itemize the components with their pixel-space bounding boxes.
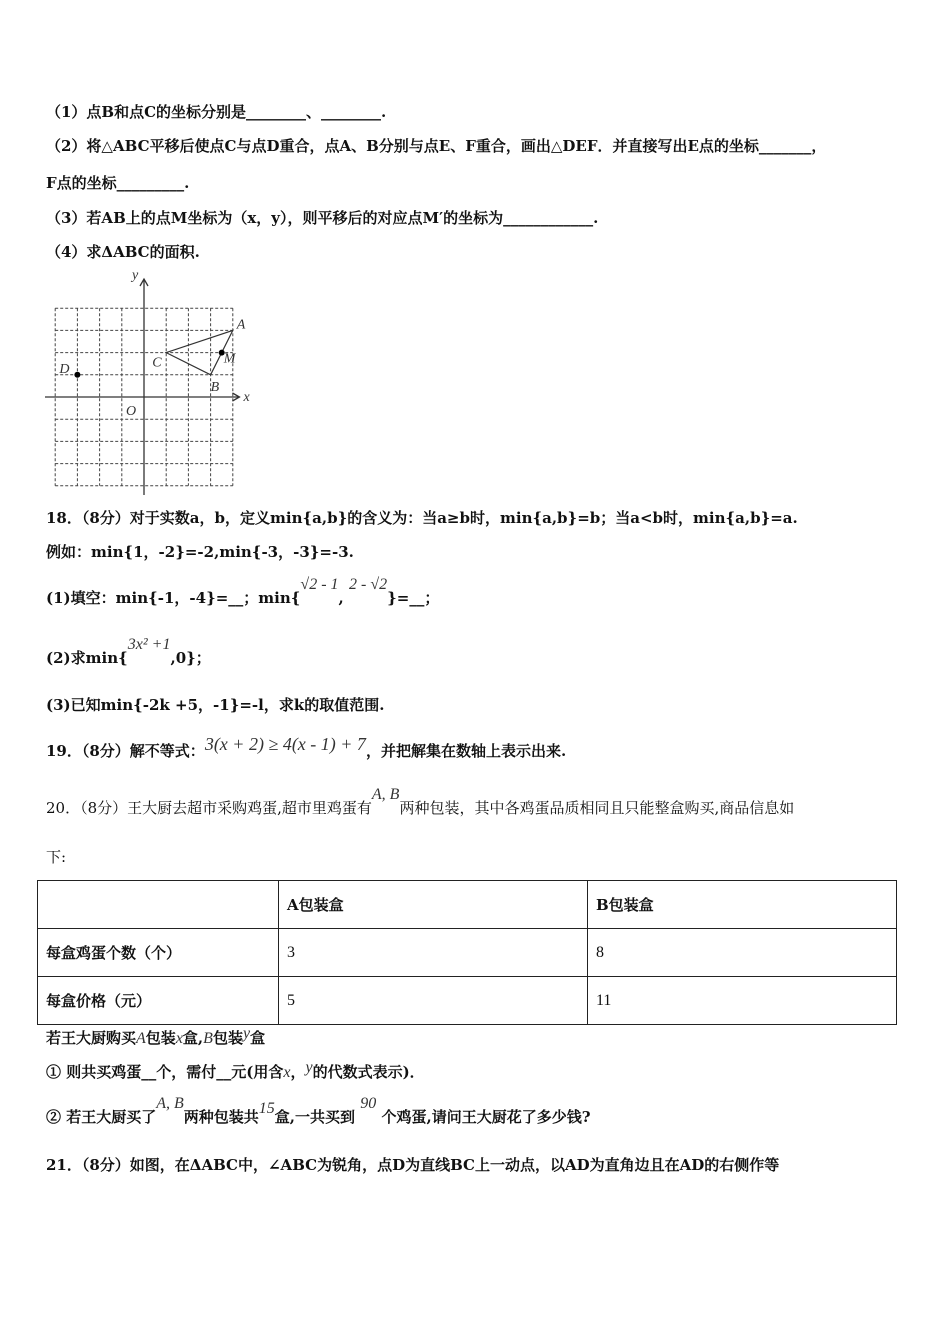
table-row bbox=[38, 929, 897, 977]
text: 19．（8分）解不等式： bbox=[46, 742, 205, 760]
product-table bbox=[37, 880, 897, 1025]
text: ，并把解集在数轴上表示出来. bbox=[365, 742, 567, 760]
text: (1)填空：min{-1，-4}=__；min{ bbox=[46, 589, 301, 607]
text: 包装 bbox=[212, 1029, 243, 1047]
text: 盒,一共买到 bbox=[274, 1108, 356, 1126]
table-cell: 8 bbox=[588, 929, 897, 977]
table-cell bbox=[38, 881, 279, 929]
label-m: M bbox=[223, 351, 236, 367]
text: }=__； bbox=[387, 589, 440, 607]
q19 bbox=[46, 734, 567, 761]
point-d bbox=[74, 372, 80, 378]
text: 个鸡蛋,请问王大厨花了多少钱? bbox=[381, 1108, 591, 1126]
label-x: x bbox=[243, 390, 250, 405]
q17-part2-cont: F点的坐标_________. bbox=[46, 174, 190, 192]
text: 包装 bbox=[145, 1029, 176, 1047]
math: A, B bbox=[371, 786, 400, 803]
math: 3(x + 2) ≥ 4(x - 1) + 7 bbox=[204, 734, 366, 754]
label-b: B bbox=[210, 379, 220, 395]
q18-part3: (3)已知min{-2k +5，-1}=-l，求k的取值范围. bbox=[46, 696, 385, 714]
q17-part2: （2）将△ABC平移后使点C与点D重合，点A、B分别与点E、F重合，画出△DEF．并直接写出E点的坐标_______， bbox=[46, 137, 827, 155]
table-cell: 11 bbox=[588, 977, 897, 1025]
text: (2)求min{ bbox=[46, 649, 128, 667]
q17-part4: （4）求ΔABC的面积. bbox=[46, 243, 200, 261]
q20-part2 bbox=[46, 1095, 591, 1128]
q17-part1: （1）点B和点C的坐标分别是________、________. bbox=[46, 103, 387, 121]
text: 两种包装，其中各鸡蛋品质相同且只能整盒购买,商品信息如 bbox=[399, 799, 795, 817]
math: A bbox=[136, 1030, 146, 1047]
math: B bbox=[203, 1030, 213, 1047]
text: 20．（8分）王大厨去超市采购鸡蛋,超市里鸡蛋有 bbox=[46, 799, 372, 817]
table-header-row bbox=[38, 881, 897, 929]
text: 的代数式表示)． bbox=[312, 1063, 425, 1081]
table-cell: 5 bbox=[279, 977, 588, 1025]
math: 90 bbox=[360, 1095, 377, 1112]
table-row bbox=[38, 977, 897, 1025]
text: ， bbox=[290, 1063, 306, 1081]
q20-stem-cont: 下: bbox=[46, 848, 67, 866]
text: , bbox=[338, 589, 344, 607]
q18-part1 bbox=[46, 576, 440, 609]
q17-part3: （3）若AB上的点M坐标为（x，y），则平移后的对应点M′的坐标为____________. bbox=[46, 209, 599, 227]
text: ② 若王大厨买了 bbox=[46, 1108, 157, 1126]
math: 2 - √2 bbox=[349, 576, 388, 593]
math: 3x² +1 bbox=[127, 636, 171, 653]
math: √2 - 1 bbox=[300, 576, 339, 593]
text: 若王大厨购买 bbox=[46, 1029, 137, 1047]
q18-part2 bbox=[46, 636, 211, 669]
q18-stem: 18．（8分）对于实数a，b，定义min{a,b}的含义为：当a≥b时，min{a,b}=b；当a<b时，min{a,b}=a. bbox=[46, 509, 798, 527]
text: 盒 bbox=[250, 1029, 266, 1047]
table-cell: 每盒价格（元） bbox=[38, 977, 279, 1025]
q20-part1 bbox=[46, 1059, 425, 1083]
math: x bbox=[283, 1064, 291, 1081]
label-c: C bbox=[152, 355, 162, 371]
math: A, B bbox=[156, 1095, 184, 1112]
coordinate-figure bbox=[40, 265, 280, 500]
table-header: A包装盒 bbox=[279, 881, 588, 929]
math: y bbox=[242, 1025, 251, 1042]
text: 两种包装共 bbox=[183, 1108, 259, 1126]
q20-purchase bbox=[46, 1025, 266, 1049]
label-origin: O bbox=[126, 404, 137, 419]
q20-stem bbox=[46, 786, 795, 819]
text: ,0}； bbox=[170, 649, 211, 667]
label-a: A bbox=[236, 317, 246, 333]
label-d: D bbox=[59, 361, 70, 377]
table-header: B包装盒 bbox=[588, 881, 897, 929]
math: x bbox=[175, 1030, 183, 1047]
table-cell: 3 bbox=[279, 929, 588, 977]
math: 15 bbox=[258, 1100, 275, 1117]
q18-example: 例如：min{1，-2}=-2,min{-3，-3}=-3. bbox=[46, 543, 354, 561]
math: y bbox=[305, 1059, 313, 1076]
q21-stem: 21．（8分）如图，在ΔABC中，∠ABC为锐角，点D为直线BC上一动点，以AD为直角边且在AD的右侧作等 bbox=[46, 1156, 780, 1174]
table-cell: 每盒鸡蛋个数（个） bbox=[38, 929, 279, 977]
text: 盒, bbox=[182, 1029, 204, 1047]
text: ① 则共买鸡蛋__个，需付__元(用含 bbox=[46, 1063, 284, 1081]
label-y: y bbox=[132, 268, 139, 283]
